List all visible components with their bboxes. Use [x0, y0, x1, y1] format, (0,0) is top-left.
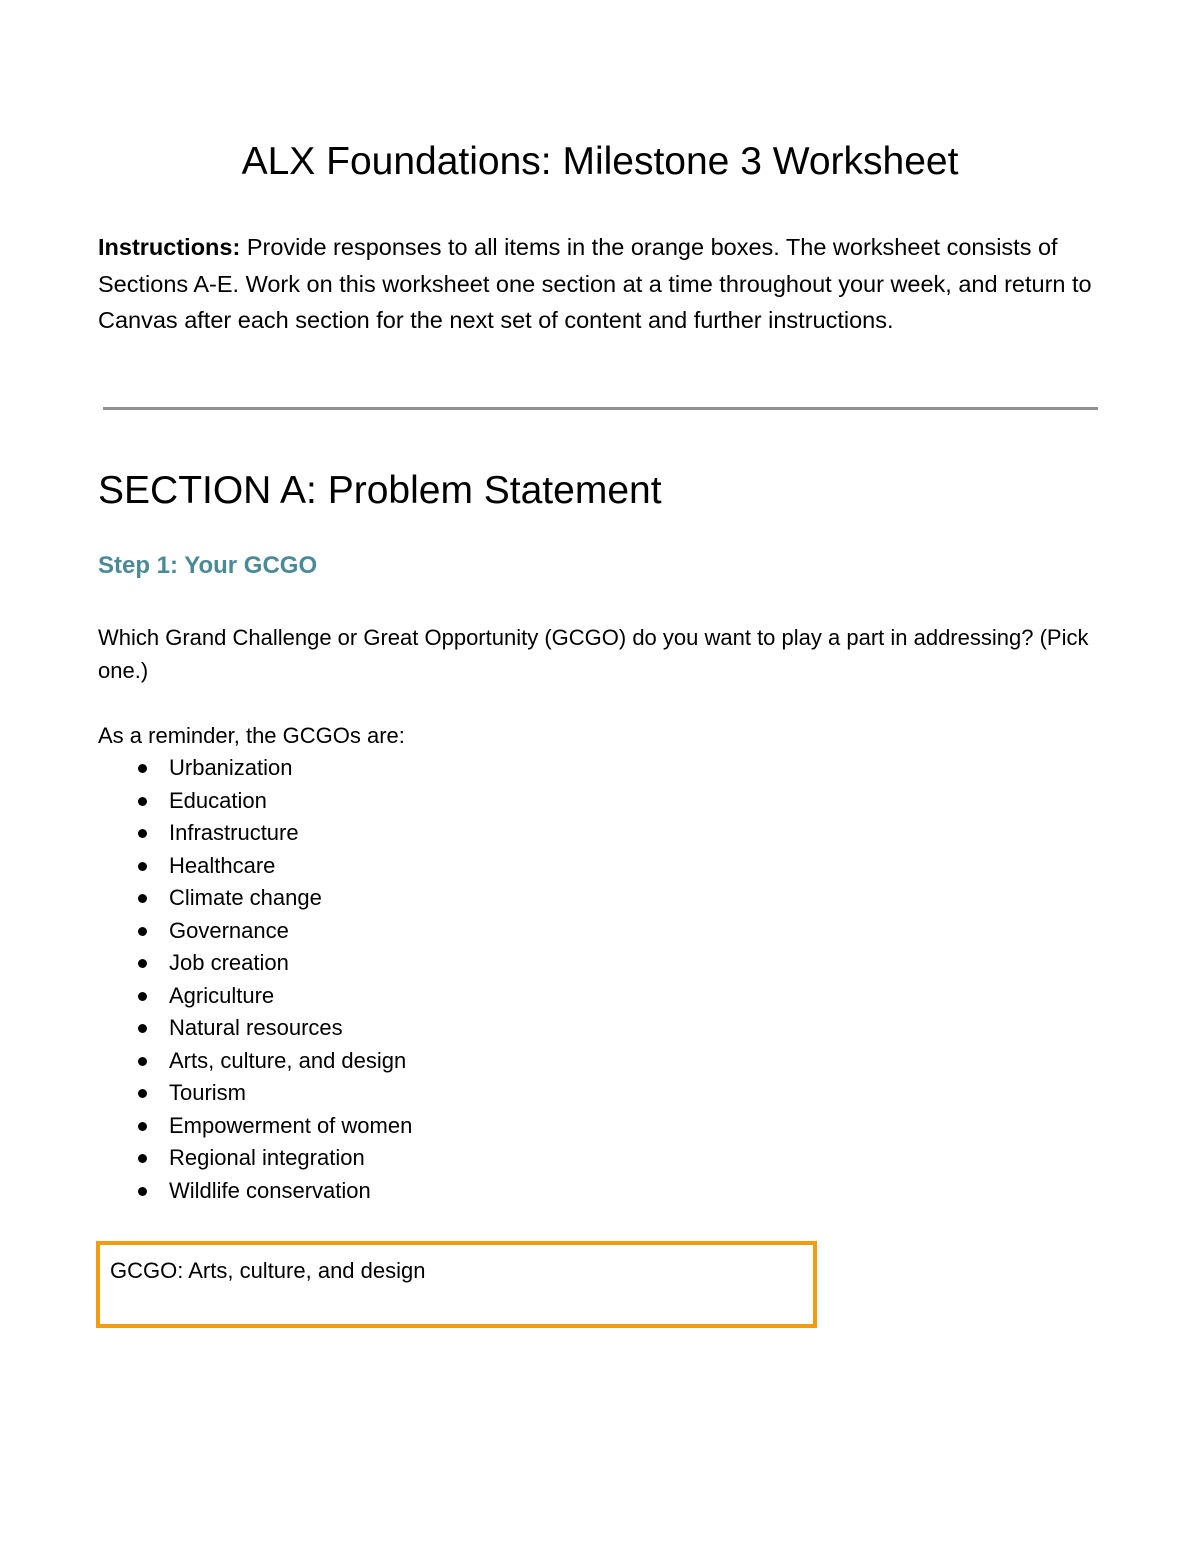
answer-text: GCGO: Arts, culture, and design	[110, 1258, 426, 1283]
bullet-icon	[138, 1187, 147, 1196]
bullet-icon	[138, 894, 147, 903]
bullet-icon	[138, 1089, 147, 1098]
list-item-label: Regional integration	[169, 1145, 365, 1170]
bullet-icon	[138, 1122, 147, 1131]
bullet-icon	[138, 797, 147, 806]
list-item-label: Urbanization	[169, 755, 293, 780]
instructions-paragraph	[98, 229, 1108, 339]
bullet-icon	[138, 992, 147, 1001]
list-item-label: Education	[169, 787, 267, 813]
section-a-heading: SECTION A: Problem Statement	[98, 469, 662, 512]
bullet-icon	[138, 862, 147, 871]
list-item-label: Job creation	[169, 950, 289, 975]
list-item-label: Agriculture	[169, 982, 275, 1008]
bullet-icon	[138, 829, 147, 838]
bullet-icon	[138, 1154, 147, 1163]
answer-box[interactable]	[96, 1241, 817, 1328]
gcgo-reminder: As a reminder, the GCGOs are:	[98, 723, 405, 748]
gcgo-question: Which Grand Challenge or Great Opportunity (GCGO) do you want to play a part in addressing? (Pick one.)	[98, 625, 1089, 683]
list-item-label: Healthcare	[169, 852, 276, 878]
instructions-label: Instructions:	[98, 234, 241, 260]
list-item-label: Tourism	[169, 1080, 247, 1105]
list-item-label: Wildlife conservation	[169, 1177, 371, 1203]
step-1-heading: Step 1: Your GCGO	[98, 552, 318, 579]
list-item-label: Arts, culture, and design	[169, 1047, 407, 1073]
list-item-label: Governance	[169, 917, 289, 943]
list-item-label: Infrastructure	[169, 820, 299, 845]
bullet-icon	[138, 764, 147, 773]
document-title: ALX Foundations: Milestone 3 Worksheet	[241, 140, 959, 183]
list-item-label: Natural resources	[169, 1015, 343, 1040]
bullet-icon	[138, 959, 147, 968]
horizontal-divider	[103, 407, 1098, 410]
list-item-label: Empowerment of women	[169, 1112, 413, 1138]
bullet-icon	[138, 927, 147, 936]
bullet-icon	[138, 1024, 147, 1033]
list-item-label: Climate change	[169, 885, 322, 910]
bullet-icon	[138, 1057, 147, 1066]
instructions-text: Provide responses to all items in the orange boxes. The worksheet consists of Sections A-E. Work on this worksheet one section at a time throughout your week, and return to Canvas after each section for the next set of content and further instructions.	[98, 234, 1092, 334]
